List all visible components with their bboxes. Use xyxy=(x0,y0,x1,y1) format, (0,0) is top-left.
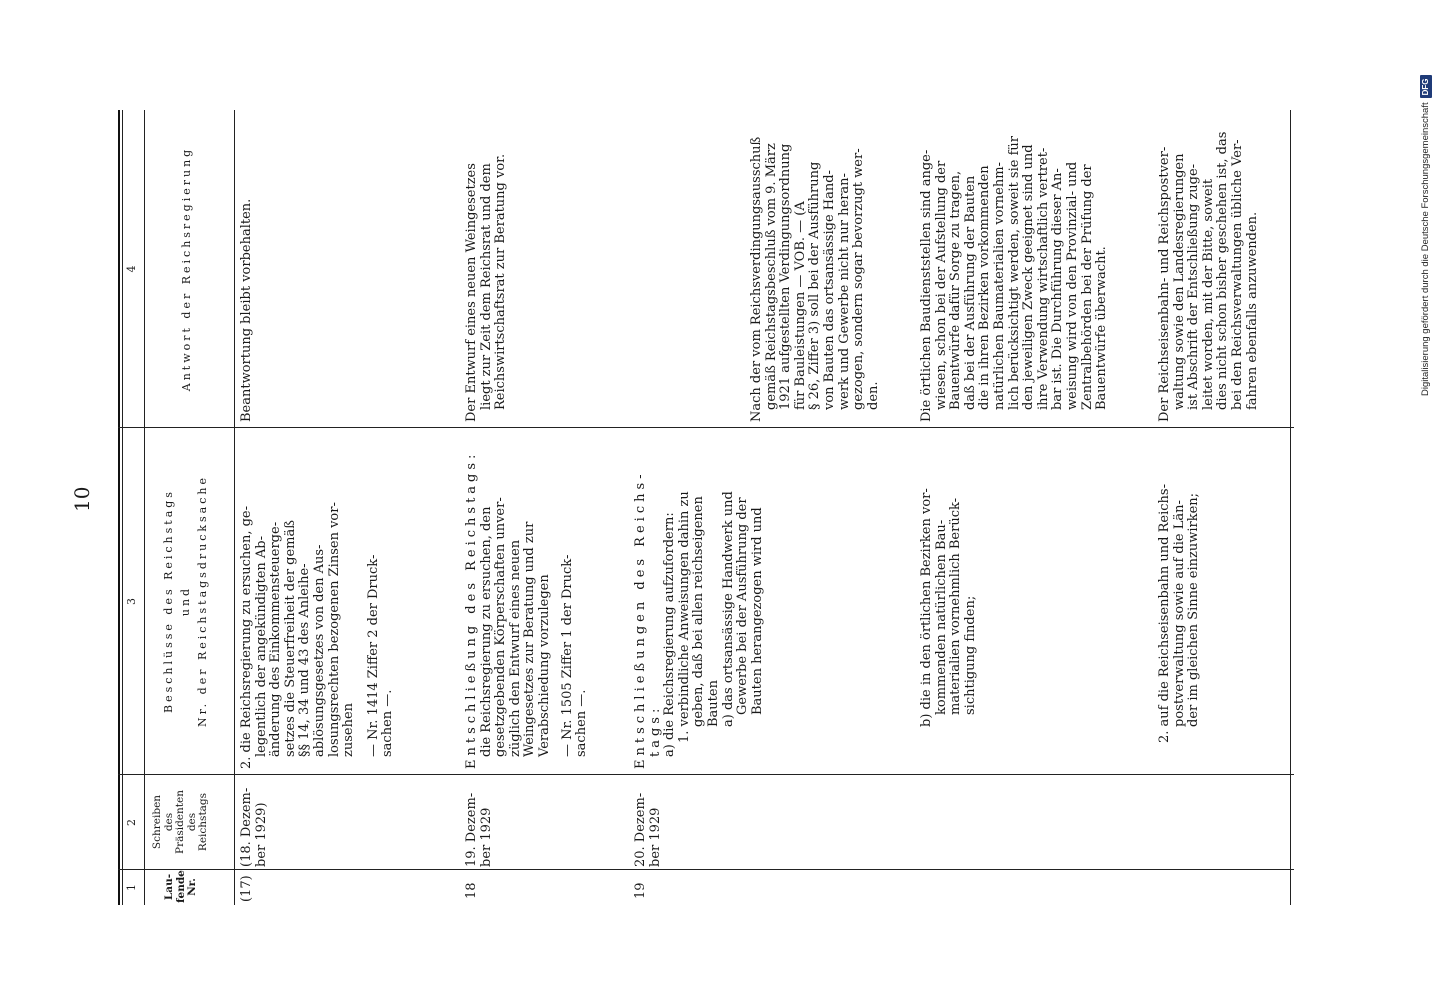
text-line: legentlich der angekündigten Ab- xyxy=(253,535,269,757)
colnum-1: 1 xyxy=(125,884,138,891)
antwort-line: § 26, Ziffer 3) soll bei der Ausführung xyxy=(807,161,823,410)
dfg-credit-text: Digitalisierung gefördert durch die Deutsche Forschungsgemeinschaft xyxy=(1420,102,1431,396)
row-18-beschluss xyxy=(465,434,590,769)
row-18-date xyxy=(465,775,494,867)
col-divider-1 xyxy=(118,869,1294,870)
antwort-line: lich berücksichtigt werden, soweit sie für xyxy=(1006,136,1022,410)
header-col3-line: und xyxy=(179,585,192,617)
antwort-line: gezogen, sondern sogar bevorzugt wer- xyxy=(851,148,867,410)
antwort-line: für Bauleistungen — VOB. — (A xyxy=(792,201,808,410)
antwort-line: werk und Gewerbe nicht nur heran- xyxy=(836,173,852,410)
antwort-line: von Bauten das ortsansässige Hand- xyxy=(821,170,837,410)
row-19-antwort-1b xyxy=(920,116,1110,422)
colnum-3: 3 xyxy=(125,598,138,605)
row-19-date xyxy=(634,775,663,867)
header-col2-line: des xyxy=(162,812,175,832)
antwort-line: weisung wird von den Provinzial- und xyxy=(1064,161,1080,410)
header-col3-line: Nr. der Reichstagsdrucksache xyxy=(196,475,209,728)
antwort-line: Die örtlichen Baudienststellen sind ange- xyxy=(919,149,934,422)
text-line: änderung des Einkommensteuerge- xyxy=(268,521,284,757)
antwort-line: 1921 aufgestellten Verdingungsordnung xyxy=(778,143,794,410)
header-col2 xyxy=(152,776,210,868)
item-1-line: geben, daß bei allen reichseigenen xyxy=(691,496,707,727)
header-col1-line: Nr. xyxy=(186,878,198,896)
item-1-line: Bauten xyxy=(705,680,721,727)
date-line: 19. Dezem- xyxy=(464,792,479,867)
antwort-line: daß bei der Ausführung der Bauten xyxy=(962,175,978,410)
antwort-line: waltung sowie den Landesregierungen xyxy=(1171,153,1187,410)
row-19-item-2 xyxy=(1158,434,1202,769)
antwort-line: die in ihren Bezirken vorkommenden xyxy=(977,165,993,410)
item-2-line: 2. auf die Reichseisenbahn und Reichs- xyxy=(1157,484,1172,743)
antwort-line: bar ist. Die Durchführung dieser An- xyxy=(1050,168,1066,410)
antwort-line: wiesen, schon bei der Aufstellung der xyxy=(933,160,949,410)
row-17-beschluss xyxy=(240,434,396,769)
table-top-border xyxy=(118,110,120,905)
antwort-line: ihre Verwendung wirtschaftlich vertret- xyxy=(1035,147,1051,410)
antwort-line: Zentralbehörden bei der Prüfung der xyxy=(1079,164,1095,410)
text-line: die Reichsregierung zu ersuchen, den xyxy=(478,506,494,757)
date-line: ber 1929 xyxy=(647,807,663,867)
item-1b-line: kommenden natürlichen Bau- xyxy=(933,519,949,715)
beschluss-heading: tags: xyxy=(647,704,663,757)
antwort-line: dies nicht schon bisher geschehen ist, das xyxy=(1215,131,1231,410)
row-18-antwort xyxy=(465,116,509,422)
antwort-line: ist Abschrift der Entschließung zuge- xyxy=(1186,163,1202,410)
item-1b-line: sichtigung finden; xyxy=(962,595,978,715)
col-divider-3 xyxy=(118,427,1294,428)
header-col1 xyxy=(164,871,199,903)
row-19-antwort-2 xyxy=(1158,116,1260,422)
antwort-line: Der Reichseisenbahn- und Reichspostver- xyxy=(1157,146,1172,422)
antwort-line: Nach der vom Reichsverdingungsausschuß xyxy=(749,136,764,422)
antwort-line: natürlichen Baumaterialien vornehm- xyxy=(991,162,1007,410)
dfg-credit-inner xyxy=(1418,8,1434,396)
item-2-line: postverwaltung sowie auf die Län- xyxy=(1171,500,1187,727)
antwort-line: bei den Reichsverwaltungen übliche Ver- xyxy=(1229,139,1245,410)
row-17-nr: (17) xyxy=(239,875,254,902)
drucksache-line: — Nr. 1505 Ziffer 1 der Druck- xyxy=(559,554,575,757)
antwort-line: Der Entwurf eines neuen Weingesetzes xyxy=(464,163,479,422)
header-col3 xyxy=(160,428,211,774)
item-1a-line: a) das ortsansässige Handwerk und xyxy=(720,491,736,727)
header-rule xyxy=(234,110,235,905)
header-col2-line: Präsidenten xyxy=(174,790,186,854)
row-19-nr: 19 xyxy=(633,882,648,899)
text-line: zusehen xyxy=(341,702,357,757)
text-line: 2. die Reichsregierung zu ersuchen, ge- xyxy=(239,506,254,769)
drucksache-line: sachen —. xyxy=(380,689,396,757)
table-bottom-rule xyxy=(1290,110,1291,905)
item-1a-line: Gewerbe bei der Ausführung der xyxy=(735,497,751,715)
text-line: §§ 14, 34 und 43 des Anleihe- xyxy=(297,563,313,757)
date-line: (18. Dezem- xyxy=(239,787,254,867)
header-col2-line: Schreiben xyxy=(151,794,163,850)
antwort-line: leitet worden, mit der Bitte, soweit xyxy=(1200,178,1216,410)
antwort-line: den. xyxy=(865,381,881,410)
text-line: ablösungsgesetzes von den Aus- xyxy=(311,544,327,757)
colnum-rule xyxy=(144,110,145,905)
text-line: losungsrechten bezogenen Zinsen vor- xyxy=(326,502,342,757)
date-line: 20. Dezem- xyxy=(633,792,648,867)
drucksache-line: — Nr. 1414 Ziffer 2 der Druck- xyxy=(365,554,381,757)
item-1a-line: Bauten herangezogen wird und xyxy=(749,507,765,715)
antwort-line: den jeweiligen Zweck geeignet sind und xyxy=(1021,144,1037,410)
header-col1-line: fende xyxy=(174,870,187,903)
row-19-beschluss xyxy=(634,434,765,769)
text-line: setzes die Steuerfreiheit der gemäß xyxy=(282,520,298,757)
antwort-line: Bauentwürfe überwacht. xyxy=(1094,246,1110,410)
header-col1-line: Lau- xyxy=(163,873,175,901)
antwort-line: liegt zur Zeit dem Reichsrat und dem xyxy=(478,163,494,410)
antwort-line: Bauentwürfe dafür Sorge zu tragen, xyxy=(948,170,964,410)
table-top-border-inner xyxy=(122,110,123,905)
header-col2-line: des xyxy=(185,812,198,832)
antwort-line: Reichswirtschaftsrat zur Beratung vor. xyxy=(493,153,509,410)
row-18-nr: 18 xyxy=(464,882,479,899)
text-line: gesetzgebenden Körperschaften unver- xyxy=(493,497,509,757)
row-17-date xyxy=(240,775,269,867)
item-a: a) die Reichsregierung aufzufordern: xyxy=(662,512,678,757)
item-1b-line: materialien vornehmlich Berück- xyxy=(948,497,964,715)
colnum-4: 4 xyxy=(125,265,138,273)
text-line: Verabschiedung vorzulegen xyxy=(536,574,552,757)
col-divider-2 xyxy=(118,774,1294,775)
page-number: 10 xyxy=(70,486,94,512)
drucksache-line: sachen —. xyxy=(574,689,590,757)
row-19-item-1b xyxy=(920,434,978,769)
text-line: züglich den Entwurf eines neuen xyxy=(507,539,523,757)
antwort-line: gemäß Reichstagsbeschluß vom 9. März xyxy=(763,143,779,410)
item-2-line: der im gleichen Sinne einzuwirken; xyxy=(1186,492,1202,727)
item-1-line: 1. verbindliche Anweisungen dahin zu xyxy=(676,491,692,743)
header-col2-line: Reichstags xyxy=(197,792,209,852)
beschluss-heading: Entschließungen des Reichs- xyxy=(633,470,648,769)
row-19-antwort-1a xyxy=(750,116,881,422)
antwort-line: fahren ebenfalls anzuwenden. xyxy=(1244,211,1260,410)
header-col4: Antwort der Reichsregierung xyxy=(180,146,193,392)
antwort-line: Beantwortung bleibt vorbehalten. xyxy=(239,198,254,422)
text-line: Weingesetzes zur Beratung und zur xyxy=(522,521,538,757)
beschluss-heading: Entschließung des Reichstags: xyxy=(464,450,479,769)
dfg-credit xyxy=(1418,8,1434,396)
colnum-2: 2 xyxy=(125,819,138,826)
date-line: ber 1929) xyxy=(253,802,269,867)
dfg-logo: DFG xyxy=(1420,76,1432,99)
date-line: ber 1929 xyxy=(478,807,494,867)
row-17-antwort xyxy=(240,116,255,422)
item-1b-line: b) die in den örtlichen Bezirken vor- xyxy=(919,488,934,727)
header-col3-line: Beschlüsse des Reichstags xyxy=(162,489,175,713)
